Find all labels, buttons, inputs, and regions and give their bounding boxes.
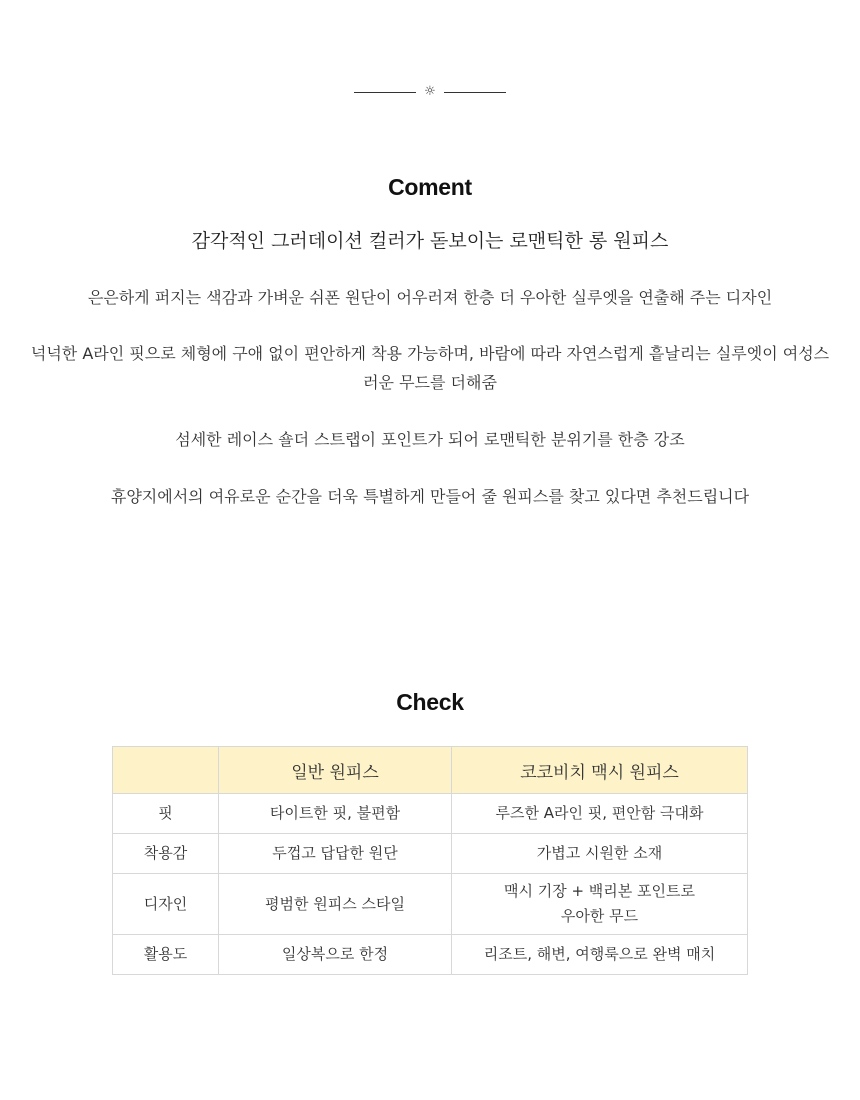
header-cell-empty bbox=[113, 747, 219, 794]
divider-line-right bbox=[444, 92, 506, 93]
product-cell-line: 우아한 무드 bbox=[560, 907, 639, 925]
table-header-row bbox=[113, 747, 748, 794]
coment-title: Coment bbox=[388, 174, 472, 200]
coment-paragraph: 넉넉한 A라인 핏으로 체형에 구애 없이 편안하게 착용 가능하며, 바람에 따라 자연스럽게 흩날리는 실루엣이 여성스러운 무드를 더해줌 bbox=[30, 344, 830, 392]
header-cell-normal: 일반 원피스 bbox=[219, 747, 452, 794]
row-label: 착용감 bbox=[113, 834, 219, 874]
product-cell: 리조트, 해변, 여행룩으로 완벽 매치 bbox=[452, 935, 748, 975]
product-cell-line: 맥시 기장 + 백리본 포인트로 bbox=[503, 882, 696, 900]
table-row bbox=[113, 794, 748, 834]
coment-paragraph: 휴양지에서의 여유로운 순간을 더욱 특별하게 만들어 줄 원피스를 찾고 있다면 추천드립니다 bbox=[110, 487, 750, 506]
coment-paragraph: 섬세한 레이스 숄더 스트랩이 포인트가 되어 로맨틱한 분위기를 한층 강조 bbox=[175, 430, 685, 449]
table-row bbox=[113, 874, 748, 935]
normal-cell: 일상복으로 한정 bbox=[219, 935, 452, 975]
header-cell-product: 코코비치 맥시 원피스 bbox=[452, 747, 748, 794]
product-cell: 루즈한 A라인 핏, 편안함 극대화 bbox=[452, 794, 748, 834]
check-title: Check bbox=[396, 689, 464, 715]
coment-paragraph: 은은하게 퍼지는 색감과 가벼운 쉬폰 원단이 어우러져 한층 더 우아한 실루엣을 연출해 주는 디자인 bbox=[87, 288, 773, 307]
product-cell: 가볍고 시원한 소재 bbox=[452, 834, 748, 874]
comparison-table bbox=[112, 746, 748, 975]
row-label: 활용도 bbox=[113, 935, 219, 975]
product-cell bbox=[452, 874, 748, 935]
sparkle-icon: ☼ bbox=[424, 84, 436, 99]
row-label: 핏 bbox=[113, 794, 219, 834]
divider-line-left bbox=[354, 92, 416, 93]
table-row bbox=[113, 834, 748, 874]
normal-cell: 평범한 원피스 스타일 bbox=[219, 874, 452, 935]
section-divider bbox=[0, 84, 860, 100]
coment-subtitle: 감각적인 그러데이션 컬러가 돋보이는 로맨틱한 롱 원피스 bbox=[191, 230, 669, 252]
normal-cell: 타이트한 핏, 불편함 bbox=[219, 794, 452, 834]
normal-cell: 두껍고 답답한 원단 bbox=[219, 834, 452, 874]
row-label: 디자인 bbox=[113, 874, 219, 935]
table-row bbox=[113, 935, 748, 975]
